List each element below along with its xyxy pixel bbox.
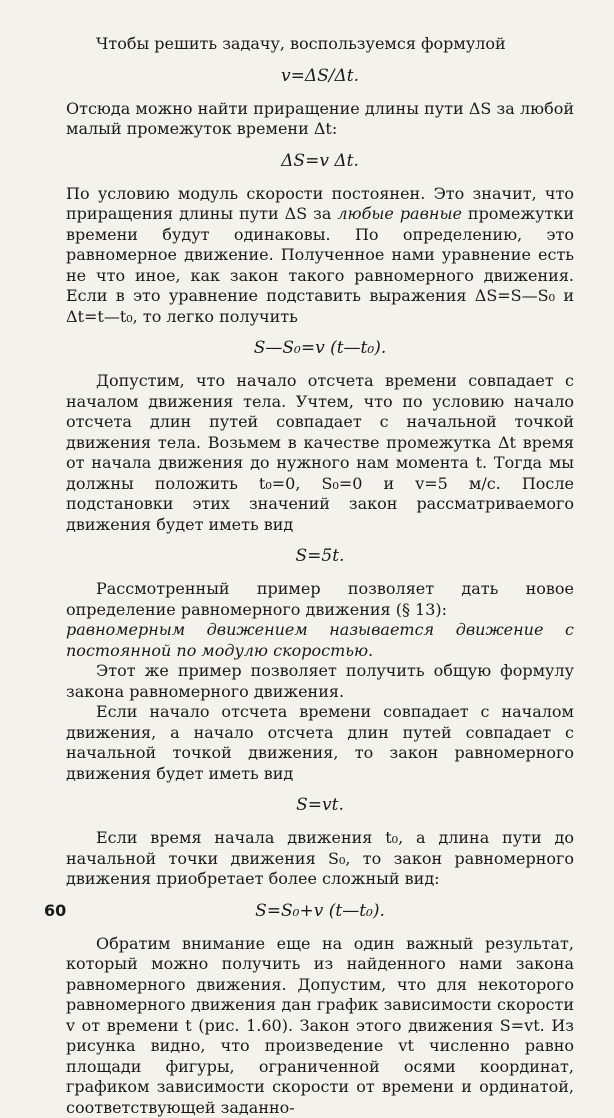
text-run: Допустим, что начало отсчета времени совпадает с началом движения тела. Учтем, что по условию начало отсчета длин путей совпадает с начальной точкой движения тела. Возьмем в качестве промежутка Δt время от начала движения до нужного нам момента t. Тогда мы должны положить t₀=0, S₀=0 и v=5 м/с. После подстановки этих значений закон рассматриваемого движения будет иметь вид xyxy=(66,371,574,534)
paragraph xyxy=(66,934,574,1118)
paragraph xyxy=(66,579,574,620)
formula: S=vt. xyxy=(66,795,574,815)
formula: ΔS=v Δt. xyxy=(66,151,574,171)
page-number: 60 xyxy=(44,901,66,920)
paragraph xyxy=(66,371,574,535)
text-run: Рассмотренный пример позволяет дать новое определение равномерного движения (§ 13): xyxy=(66,579,574,619)
text-run: Этот же пример позволяет получить общую формулу закона равномерного движения. xyxy=(66,661,574,701)
document-page xyxy=(66,34,574,1118)
italic-text: любые равные xyxy=(337,204,462,223)
text-run: По условию модуль скорости постоянен. Это значит, что приращения длины пути ΔS за xyxy=(66,184,574,224)
formula: S—S₀=v (t—t₀). xyxy=(66,338,574,358)
paragraph xyxy=(66,34,574,55)
text-run: Чтобы решить задачу, воспользуемся формулой xyxy=(96,34,506,53)
formula: S=S₀+v (t—t₀). xyxy=(66,901,574,921)
text-run: Отсюда можно найти приращение длины пути ΔS за любой малый промежуток времени Δt: xyxy=(66,99,574,139)
paragraph xyxy=(66,702,574,784)
paragraph xyxy=(66,828,574,890)
text-run: Если начало отсчета времени совпадает с началом движения, а начало отсчета длин путей совпадает с начальной точкой движения, то закон равномерного движения будет иметь вид xyxy=(66,702,574,783)
text-run: промежутки времени будут одинаковы. По определению, это равномерное движение. Полученное нами уравнение есть не что иное, как закон такого равномерного движения. Если в это уравнение подставить выражения ΔS=S—S₀ и Δt=t—t₀, то легко получить xyxy=(66,204,574,326)
formula: v=ΔS/Δt. xyxy=(66,66,574,86)
paragraph xyxy=(66,99,574,140)
paragraph xyxy=(66,661,574,702)
paragraph xyxy=(66,184,574,328)
italic-text: равномерным движением называется движение с постоянной по модулю скоростью. xyxy=(66,620,574,660)
paragraph xyxy=(66,620,574,661)
formula: S=5t. xyxy=(66,546,574,566)
text-run: Если время начала движения t₀, а длина пути до начальной точки движения S₀, то закон равномерного движения приобретает более сложный вид: xyxy=(66,828,574,888)
text-run: Обратим внимание еще на один важный результат, который можно получить из найденного нами закона равномерного движения. Допустим, что для некоторого равномерного движения дан график зависимости скорости v от времени t (рис. 1.60). Закон этого движения S=vt. Из рисунка видно, что произведение vt численно равно площади фигуры, ограниченной осями координат, графиком зависимости скорости от времени и ординатой, соответствующей заданно- xyxy=(66,934,574,1117)
